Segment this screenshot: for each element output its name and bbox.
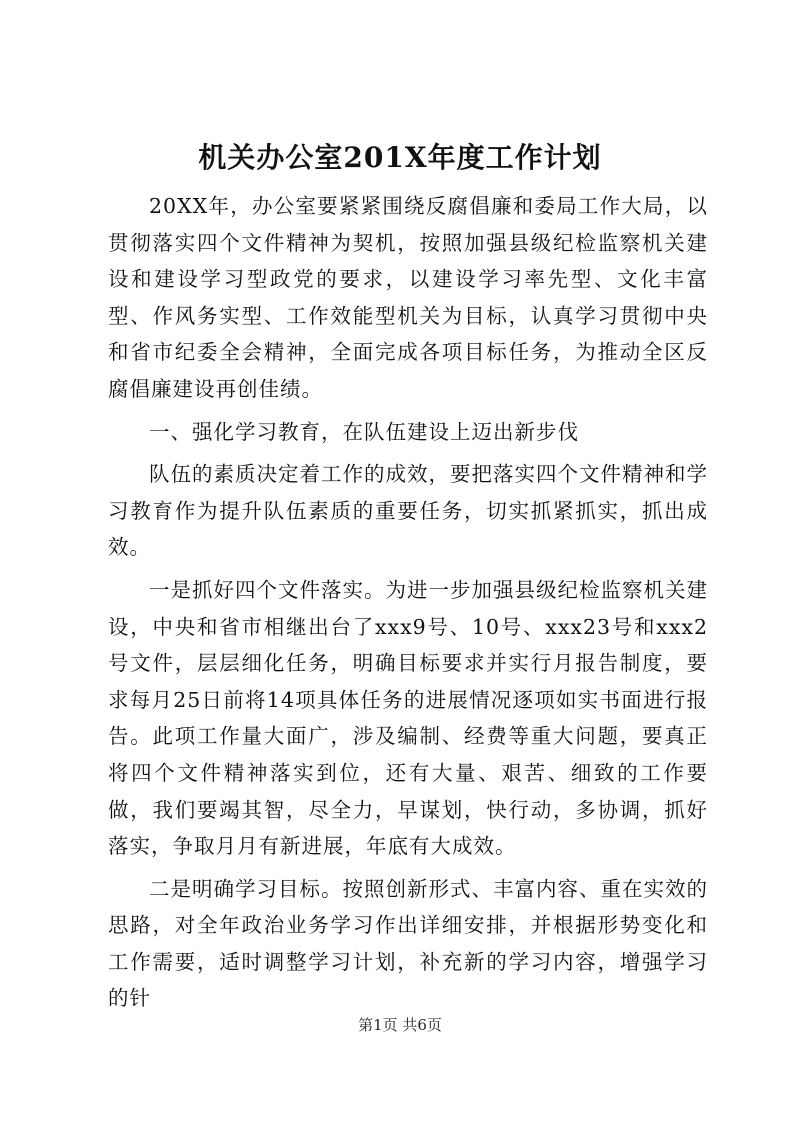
paragraph-documents: 一是抓好四个文件落实。为进一步加强县级纪检监察机关建设，中央和省市相继出台了xxx9号、10号、xxx23号和xxx2号文件，层层细化任务，明确目标要求并实行月报告制度，要求每月25日前将14项具体任务的进展情况逐项如实书面进行报告。此项工作量大面广，涉及编制、经费等重大问题，要真正将四个文件精神落实到位，还有大量、艰苦、细致的工作要做，我们要竭其智，尽全力，早谋划，快行动，多协调，抓好落实，争取月月有新进展，年底有大成效。 <box>108 577 708 859</box>
document-body <box>108 188 708 1023</box>
page-footer: 第1页 共6页 <box>358 1016 442 1034</box>
section-heading-1: 一、强化学习教育，在队伍建设上迈出新步伐 <box>149 419 579 444</box>
paragraph-learning-goals: 二是明确学习目标。按照创新形式、丰富内容、重在实效的思路，对全年政治业务学习作出详细安排，并根据形势变化和工作需要，适时调整学习计划，补充新的学习内容，增强学习的针 <box>108 876 708 1011</box>
paragraph-team-quality: 队伍的素质决定着工作的成效，要把落实四个文件精神和学习教育作为提升队伍素质的重要任务，切实抓紧抓实，抓出成效。 <box>108 462 708 560</box>
page-title: 机关办公室201X年度工作计划 <box>198 141 602 174</box>
paragraph-intro: 20XX年，办公室要紧紧围绕反腐倡廉和委局工作大局，以贯彻落实四个文件精神为契机，按照加强县级纪检监察机关建设和建设学习型政党的要求，以建设学习率先型、文化丰富型、作风务实型、工作效能型机关为目标，认真学习贯彻中央和省市纪委全会精神，全面完成各项目标任务，为推动全区反腐倡廉建设再创佳绩。 <box>108 194 708 401</box>
